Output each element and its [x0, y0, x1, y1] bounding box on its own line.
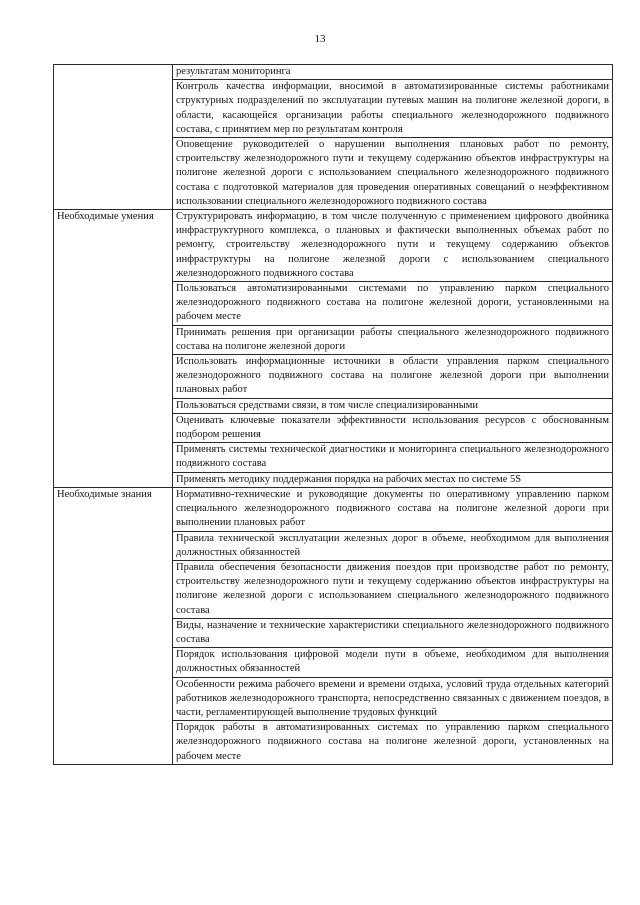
table-row	[54, 210, 613, 282]
requirement-text: Пользоваться средствами связи, в том числе специализированными	[173, 398, 613, 413]
section-label	[54, 65, 173, 210]
requirement-text: Особенности режима рабочего времени и времени отдыха, условий труда отдельных категорий работников железнодорожного транспорта, непосредственно связанных с движением поездов, в части, регламентирующей выполнение трудовых функций	[173, 677, 613, 721]
requirement-text: Принимать решения при организации работы специального железнодорожного подвижного состава на полигоне железной дороги	[173, 325, 613, 354]
requirement-text: Правила технической эксплуатации железных дорог в объеме, необходимом для выполнения должностных обязанностей	[173, 531, 613, 560]
requirement-text: Порядок работы в автоматизированных системах по управлению парком специального железнодорожного подвижного состава на полигоне железной дороги, установленных на рабочем месте	[173, 721, 613, 765]
requirement-text: Пользоваться автоматизированными системами по управлению парком специального железнодорожного подвижного состава на полигоне железной дороги, установленными на рабочем месте	[173, 282, 613, 326]
requirements-table	[53, 64, 613, 765]
requirement-text: Использовать информационные источники в области управления парком специального железнодорожного подвижного состава на полигоне железной дороги при выполнении плановых работ	[173, 355, 613, 399]
requirement-text: Оценивать ключевые показатели эффективности использования ресурсов с обоснованным подбором решения	[173, 413, 613, 442]
requirement-text: Контроль качества информации, вносимой в автоматизированные системы работниками структурных подразделений по эксплуатации путевых машин на полигоне железной дороги, в области, касающейся организации работы специального железнодорожного подвижного состава, с принятием мер по результатам контроля	[173, 80, 613, 138]
requirement-text: Виды, назначение и технические характеристики специального железнодорожного подвижного состава	[173, 618, 613, 647]
requirement-text: Порядок использования цифровой модели пути в объеме, необходимом для выполнения должностных обязанностей	[173, 648, 613, 677]
requirement-text: Применять системы технической диагностики и мониторинга специального железнодорожного подвижного состава	[173, 443, 613, 472]
section-label: Необходимые знания	[54, 487, 173, 764]
table-row	[54, 65, 613, 80]
table-row	[54, 487, 613, 531]
requirement-text: Правила обеспечения безопасности движения поездов при производстве работ по ремонту, строительству железнодорожного пути и текущему содержанию объектов инфраструктуры на полигоне железной дороги с использованием специального железнодорожного подвижного состава	[173, 560, 613, 618]
requirement-text: Структурировать информацию, в том числе полученную с применением цифрового двойника инфраструктурного комплекса, о плановых и фактически выполненных объемах работ по ремонту, строительству железнодорожного пути и текущему содержанию объектов инфраструктуры на полигоне железной дороги с использованием специального железнодорожного подвижного состава	[173, 210, 613, 282]
requirement-text: Нормативно-технические и руководящие документы по оперативному управлению парком специального железнодорожного подвижного состава на полигоне железной дороги при выполнении плановых работ	[173, 487, 613, 531]
requirement-text: Применять методику поддержания порядка на рабочих местах по системе 5S	[173, 472, 613, 487]
section-label: Необходимые умения	[54, 210, 173, 488]
page-number: 13	[314, 33, 326, 45]
requirement-text: Оповещение руководителей о нарушении выполнения плановых работ по ремонту, строительству железнодорожного пути и текущему содержанию объектов инфраструктуры на полигоне железной дороги с использованием специального железнодорожного подвижного состава с подготовкой материалов для проведения оперативных совещаний о неэффективном использовании специального железнодорожного подвижного состава	[173, 138, 613, 210]
requirement-text: результатам мониторинга	[173, 65, 613, 80]
